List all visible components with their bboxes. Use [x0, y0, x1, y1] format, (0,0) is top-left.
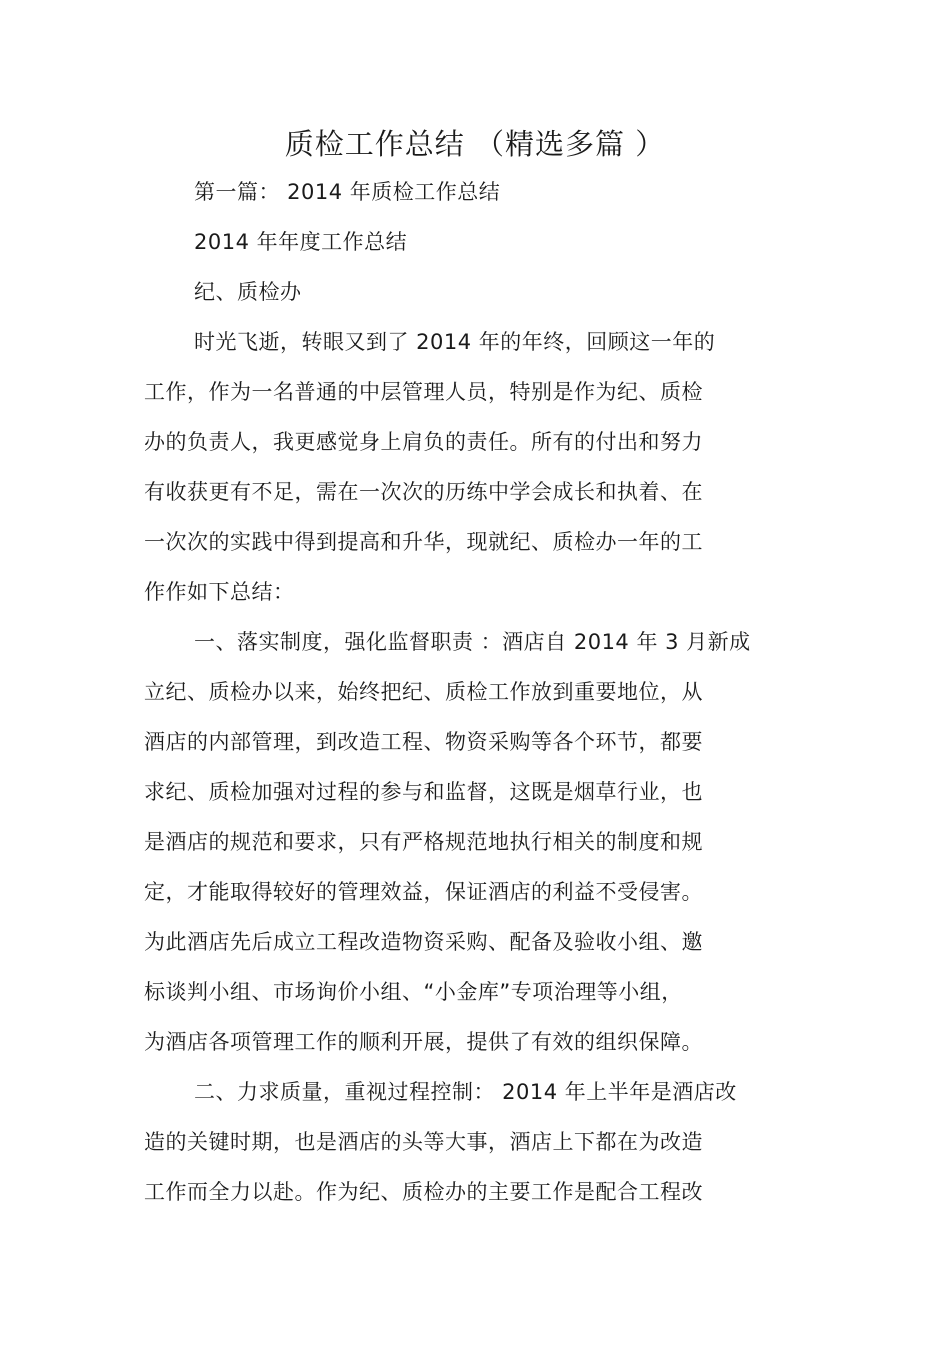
department: 纪、质检办	[194, 280, 302, 304]
text-line: 工作而全力以赴。作为纪、质检办的主要工作是配合工程改	[144, 1180, 703, 1204]
text-line: 为此酒店先后成立工程改造物资采购、配备及验收小组、邀	[144, 930, 703, 954]
text-line: 有收获更有不足，需在一次次的历练中学会成长和执着、在	[144, 480, 703, 504]
text-line: 酒店的内部管理，到改造工程、物资采购等各个环节，都要	[144, 730, 703, 754]
text-line: 一次次的实践中得到提高和升华，现就纪、质检办一年的工	[144, 530, 703, 554]
text-line: 求纪、质检加强对过程的参与和监督，这既是烟草行业，也	[144, 780, 703, 804]
text-line: 时光飞逝，转眼又到了 2014 年的年终，回顾这一年的	[194, 330, 716, 354]
text-line: 作作如下总结：	[144, 580, 295, 604]
text-line: 为酒店各项管理工作的顺利开展，提供了有效的组织保障。	[144, 1030, 703, 1054]
subtitle: 2014 年年度工作总结	[194, 230, 408, 254]
text-line: 标谈判小组、市场询价小组、“小金库”专项治理等小组，	[144, 980, 683, 1004]
text-line: 是酒店的规范和要求，只有严格规范地执行相关的制度和规	[144, 830, 703, 854]
text-line: 办的负责人，我更感觉身上肩负的责任。所有的付出和努力	[144, 430, 703, 454]
document-title: 质检工作总结 （精选多篇 ）	[284, 127, 666, 161]
text-line: 二、力求质量，重视过程控制： 2014 年上半年是酒店改	[194, 1080, 737, 1104]
text-line: 立纪、质检办以来，始终把纪、质检工作放到重要地位，从	[144, 680, 703, 704]
text-line: 一、落实制度，强化监督职责 ：酒店自 2014 年 3 月新成	[194, 630, 751, 654]
text-line: 定，才能取得较好的管理效益，保证酒店的利益不受侵害。	[144, 880, 703, 904]
section-heading: 第一篇： 2014 年质检工作总结	[194, 180, 501, 204]
text-line: 工作，作为一名普通的中层管理人员，特别是作为纪、质检	[144, 380, 703, 404]
text-line: 造的关键时期，也是酒店的头等大事，酒店上下都在为改造	[144, 1130, 703, 1154]
